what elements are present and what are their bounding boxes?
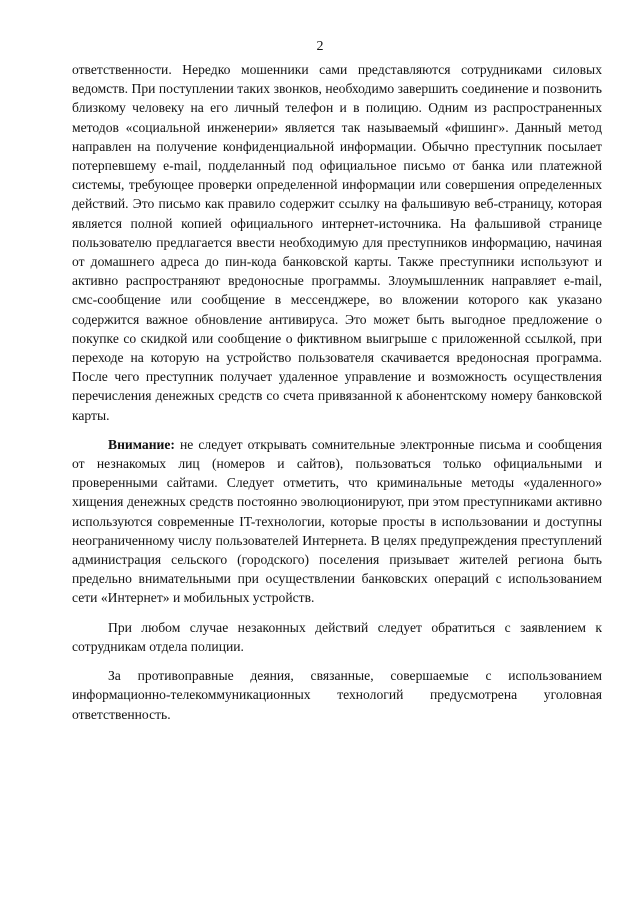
document-body bbox=[72, 60, 602, 724]
paragraph-police-contact: При любом случае незаконных действий следует обратиться с заявлением к сотрудникам отдела полиции. bbox=[72, 619, 602, 654]
paragraph-criminal-liability: За противоправные деяния, связанные, совершаемые с использованием информационно-телекоммуникационных технологий предусмотрена уголовная ответственность. bbox=[72, 668, 602, 722]
warning-label: Внимание: bbox=[108, 436, 175, 452]
paragraph-phishing-methods: ответственности. Нередко мошенники сами представляются сотрудниками силовых ведомств. При поступлении таких звонков, необходимо завершить соединение и позвонить близкому человеку на его личный телефон и в полицию. Одним из распространенных методов «социальной инженерии» является так называемый «фишинг». Данный метод направлен на получение конфиденциальной информации. Обычно преступник посылает потерпевшему e-mail, подделанный под официальное письмо от банка или платежной системы, требующее проверки определенной информации или совершения определенных действий. Это письмо как правило содержит ссылку на фальшивую веб-страницу, которая является полной копией официального интернет-источника. На фальшивой странице пользователю предлагается ввести необходимую для преступников информацию, начиная от домашнего адреса до пин-кода банковской карты. Также преступники используют и активно распространяют вредоносные программы. Злоумышленник направляет e-mail, смс-сообщение или сообщение в мессенджере, во вложении которого как указано содержится важное обновление антивируса. Это может быть выгодное предложение о покупке со скидкой или сообщение о фиктивном выигрыше с приложенной ссылкой, при переходе на которую на устройство пользователя скачивается вредоносная программа. После чего преступник получает удаленное управление и возможность осуществления перечисления денежных средств со счета привязанной к абонентскому номеру банковской карты. bbox=[72, 62, 602, 423]
paragraph-warning bbox=[72, 435, 602, 608]
page-number: 2 bbox=[316, 39, 324, 54]
warning-text: не следует открывать сомнительные электронные письма и сообщения от незнакомых лиц (номеров и сайтов), пользоваться только официальными и проверенными сайтами. Следует отметить, что криминальные методы «удаленного» хищения денежных средств постоянно эволюционируют, при этом преступниками активно используются современные IT-технологии, которые просты в использовании и доступны неограниченному числу пользователей Интернета. В целях предупреждения преступлений администрация сельского (городского) поселения призывает жителей региона быть предельно внимательными при осуществлении банковских операций с использованием сети «Интернет» и мобильных устройств. bbox=[72, 436, 602, 606]
